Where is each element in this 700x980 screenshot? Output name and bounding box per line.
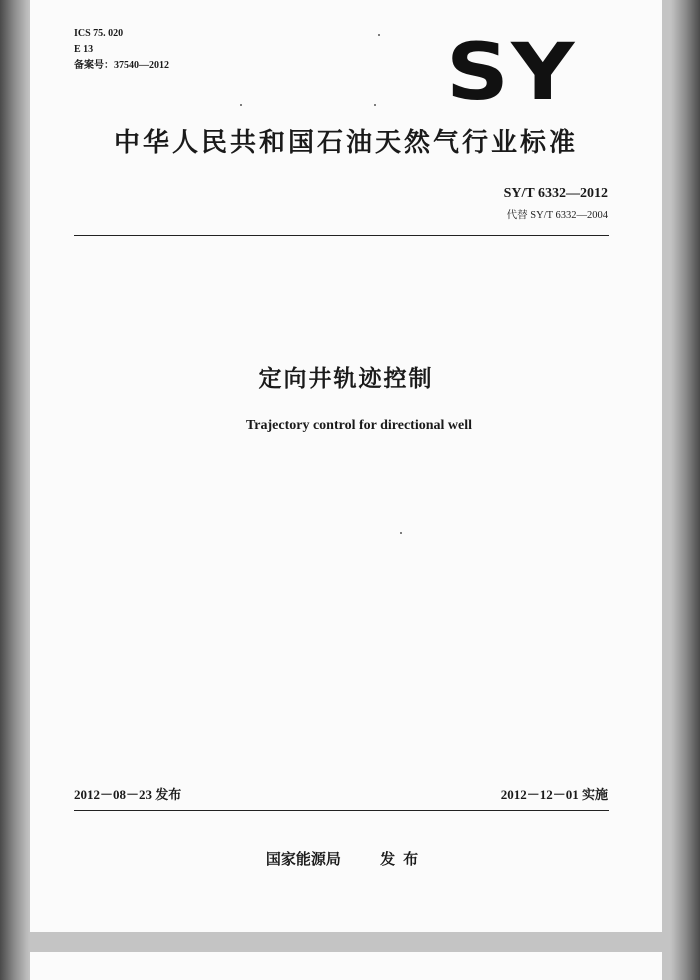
industry-standard-title: 中华人民共和国石油天然气行业标准 <box>113 128 578 158</box>
standard-number: SY/T 6332—2012 <box>503 186 608 201</box>
classification-block <box>74 26 169 74</box>
header-divider <box>74 235 609 236</box>
filing-number: 备案号：37540—2012 <box>74 60 169 71</box>
footer-divider <box>74 810 609 811</box>
scan-speck <box>374 104 376 106</box>
category-code: E 13 <box>74 44 94 55</box>
issuer-name: 国家能源局 <box>265 850 341 868</box>
issue-date: 2012－08－23 发布 <box>74 787 182 802</box>
document-title-en: Trajectory control for directional well <box>245 418 472 433</box>
implementation-date: 2012－12－01 实施 <box>500 787 608 802</box>
document-page <box>30 0 662 932</box>
scan-speck <box>240 104 242 106</box>
issuer-line <box>30 848 662 869</box>
ics-code: ICS 75. 020 <box>74 28 124 39</box>
scan-speck <box>378 34 380 36</box>
scan-speck <box>400 532 402 534</box>
document-title-cn: 定向井轨迹控制 <box>258 366 434 392</box>
replaces-standard: 代替 SY/T 6332—2004 <box>506 210 608 221</box>
sy-logo: SY <box>446 28 577 118</box>
next-page-edge <box>30 952 662 980</box>
issuer-verb: 发布 <box>380 850 427 868</box>
